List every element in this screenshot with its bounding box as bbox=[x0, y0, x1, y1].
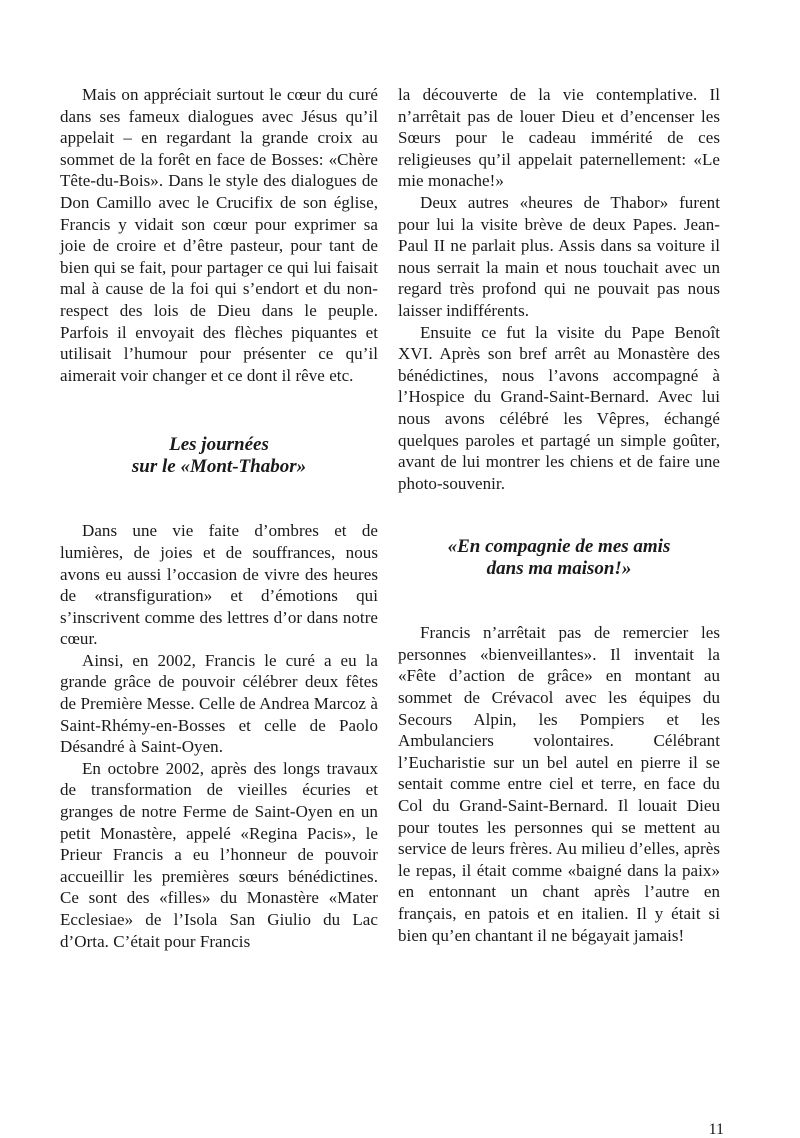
paragraph-ombres-lumieres: Dans une vie faite d’ombres et de lumières, de joies et de souffrances, nous avons eu aussi l’occasion de vivre des heures de «transfiguration» et d’émotions qui s’inscrivent comme des lettres d’or dans notre cœur. bbox=[60, 521, 378, 649]
paragraph-benoit-xvi: Ensuite ce fut la visite du Pape Benoît XVI. Après son bref arrêt au Monastère des bénédictines, nous l’avons accompagné à l’Hospice du Grand-Saint-Bernard. Avec lui nous avons célébré les Vêpres, échangé quelques paroles et partagé un simple goûter, avant de lui montrer les chiens et de faire une photo-souvenir. bbox=[398, 322, 720, 493]
page-number: 11 bbox=[708, 1121, 724, 1138]
heading-line-2: dans ma maison!» bbox=[486, 558, 632, 580]
paragraph-continuation: la découverte de la vie contemplative. Il n’arrêtait pas de louer Dieu et d’encenser les Sœurs pour le cadeau immérité de ces religieuses qu’il appelait paternellement: «Le mie monache!» bbox=[398, 85, 720, 191]
section-heading-compagnie-amis bbox=[398, 536, 720, 580]
left-column bbox=[60, 84, 378, 952]
right-column bbox=[398, 84, 720, 946]
paragraph-intro: Mais on appréciait surtout le cœur du curé dans ses fameux dialogues avec Jésus qu’il appelait – en regardant la grande croix au sommet de la forêt en face de Bosses: «Chère Tête-du-Bois». Dans le style des dialogues de Don Camillo avec le Crucifix de son église, Francis y vidait son cœur pour exprimer sa joie de croire et d’être pasteur, pour tant de bien qui se fait, pour partager ce qui lui faisait mal à cause de la foi qui s’endort et du non-respect des lois de Dieu dans le peuple. Parfois il envoyait des flèches piquantes et utilisait l’humour pour présenter ce qu’il aimerait voir changer et ce dont il rêve etc. bbox=[60, 85, 378, 385]
heading-line-1: «En compagnie de mes amis bbox=[447, 536, 671, 558]
section-heading-mont-thabor bbox=[60, 434, 378, 478]
heading-line-2: sur le «Mont-Thabor» bbox=[131, 456, 307, 478]
paragraph-monastere: En octobre 2002, après des longs travaux de transformation de vieilles écuries et granges de notre Ferme de Saint-Oyen en un petit Monastère, appelé «Regina Pacis», le Prieur Francis a eu l’honneur de pouvoir accueillir les premières sœurs bénédictines. Ce sont des «filles» du Monastère «Mater Ecclesiae» de l’Isola San Giulio du Lac d’Orta. C’était pour Francis bbox=[60, 758, 378, 951]
paragraph-premiere-messe: Ainsi, en 2002, Francis le curé a eu la grande grâce de pouvoir célébrer deux fêtes de Première Messe. Celle de Andrea Marcoz à Saint-Rhémy-en-Bosses et celle de Paolo Désandré à Saint-Oyen. bbox=[60, 650, 378, 757]
paragraph-remercier: Francis n’arrêtait pas de remercier les personnes «bienveillantes». Il inventait la «Fête d’action de grâce» en montant au sommet de Crévacol avec les équipes du Secours Alpin, les Pompiers et les Ambulanciers volontaires. Célébrant l’Eucharistie sur un bel autel en pierre il se sentait comme entre ciel et terre, en face du Col du Grand-Saint-Bernard. Il louait Dieu pour toutes les personnes qui se mettent au service de leurs frères. Au milieu d’elles, après le repas, il était comme «baigné dans la paix» en entonnant un chant après l’autre en français, en patois et en italien. Il y était si bien qu’en chantant il ne bégayait jamais! bbox=[398, 623, 720, 945]
paragraph-deux-papes: Deux autres «heures de Thabor» furent pour lui la visite brève de deux Papes. Jean-Paul II ne parlait plus. Assis dans sa voiture il nous serrait la main et nous touchait avec un regard très profond qui ne pouvait pas nous laisser indifférents. bbox=[398, 192, 720, 320]
heading-line-1: Les journées bbox=[169, 434, 269, 456]
